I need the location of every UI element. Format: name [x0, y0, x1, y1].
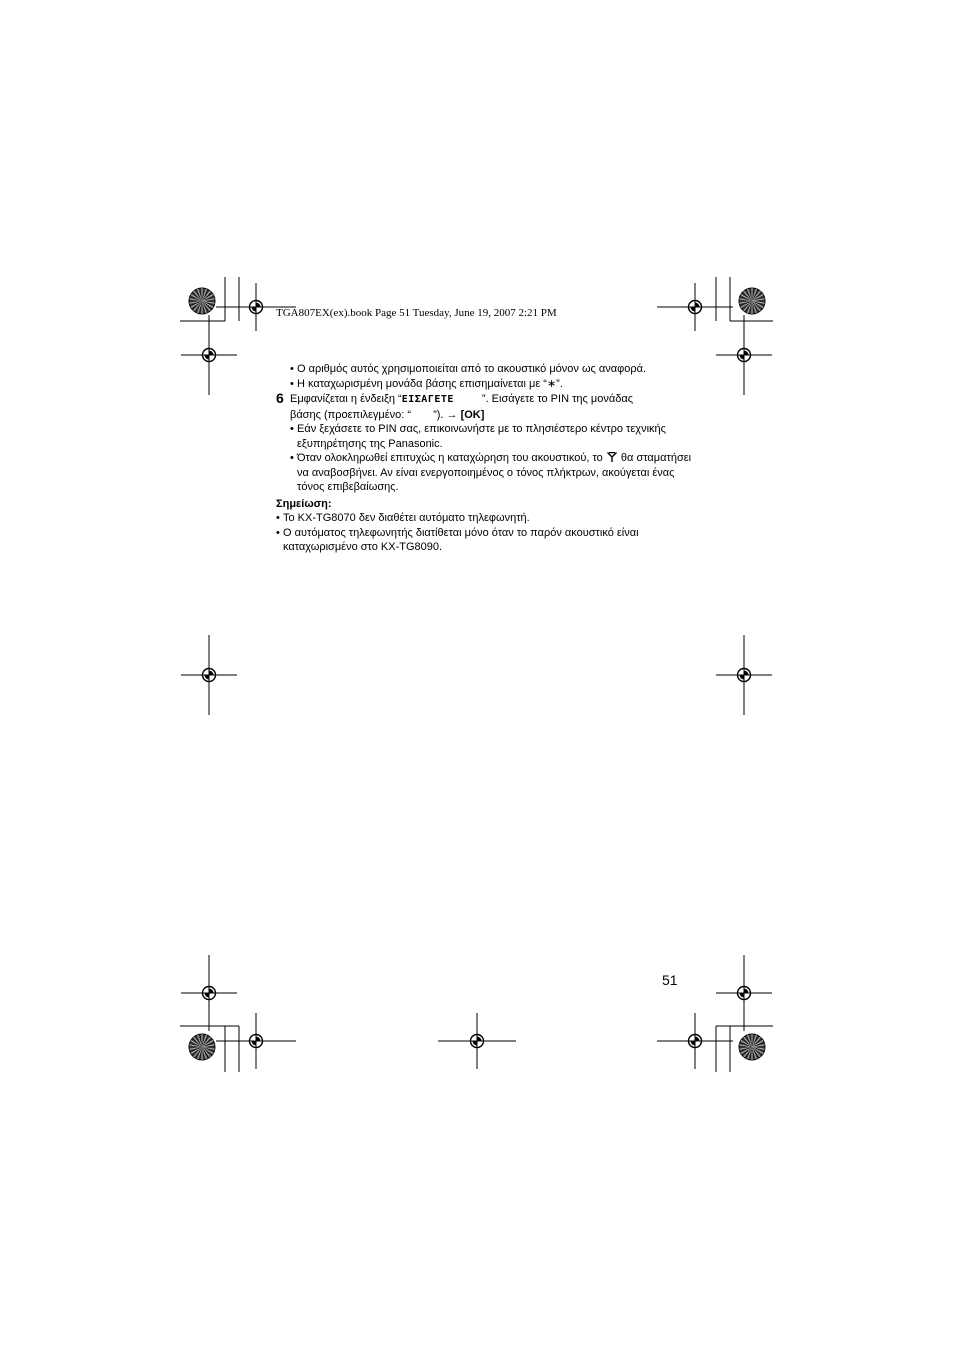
registration-mark-icon [716, 635, 772, 715]
registration-mark-icon [216, 1013, 296, 1069]
note-list [276, 511, 696, 555]
lcd-display-text: ΕΙΣΑΓΕΤΕ [401, 394, 454, 405]
registration-mark-icon [181, 315, 237, 395]
color-wheel-icon [189, 1034, 215, 1060]
color-wheel-icon [739, 1034, 765, 1060]
list-item: • Όταν ολοκληρωθεί επιτυχώς η καταχώρηση του ακουστικού, το θα σταματήσει να αναβοσβήνει. Αν είναι ενεργοποιημένος ο τόνος πλήκτρων, ακούγεται ένας τόνος επιβεβαίωσης. [290, 452, 692, 493]
book-header: TGA807EX(ex).book Page 51 Tuesday, June 19, 2007 2:21 PM [276, 307, 557, 319]
bullet-icon: • [290, 452, 294, 464]
registration-mark-icon [181, 955, 237, 1031]
step-number: 6 [276, 390, 284, 406]
note-title: Σημείωση: [276, 497, 332, 510]
list-item: • Εάν ξεχάσετε το PIN σας, επικοινωνήστε με το πλησιέστερο κέντρο τεχνικής εξυπηρέτησης της Panasonic. [290, 423, 666, 450]
bullet-icon: • [290, 423, 294, 435]
list-item: • Η καταχωρισμένη μονάδα βάσης επισημαίνεται με “∗”. [290, 377, 563, 390]
ok-key: [OK] [460, 408, 485, 421]
bullet-icon: • [276, 512, 280, 524]
step-line-1: Εμφανίζεται η ένδειξη “ΕΙΣΑΓΕΤΕ ”. Εισάγετε το PIN της μονάδας [290, 393, 633, 405]
list-item: • Το KX-TG8070 δεν διαθέτει αυτόματο τηλεφωνητή. [276, 512, 530, 524]
bullet-icon: • [276, 526, 280, 539]
registration-mark-icon [438, 1013, 516, 1069]
registration-mark-icon [657, 283, 733, 331]
list-item: • Ο αριθμός αυτός χρησιμοποιείται από το ακουστικό μόνον ως αναφορά. [290, 363, 647, 375]
color-wheel-icon [189, 288, 215, 314]
page-content [276, 362, 696, 555]
step-line-2: βάσης (προεπιλεγμένο: “ ”). → [OK] [290, 408, 485, 421]
registration-mark-icon [716, 955, 772, 1031]
step-6 [276, 392, 696, 495]
bullet-icon: • [290, 377, 294, 390]
color-wheel-icon [739, 288, 765, 314]
registration-mark-icon [657, 1013, 733, 1069]
page-number: 51 [662, 972, 678, 988]
registration-mark-icon [716, 315, 772, 395]
bullet-icon: • [290, 363, 294, 375]
antenna-icon [607, 452, 617, 462]
registration-mark-icon [181, 635, 237, 715]
list-item: • Ο αυτόματος τηλεφωνητής διατίθεται μόνο όταν το παρόν ακουστικό είναι καταχωρισμένο στο KX-TG8090. [276, 526, 639, 553]
